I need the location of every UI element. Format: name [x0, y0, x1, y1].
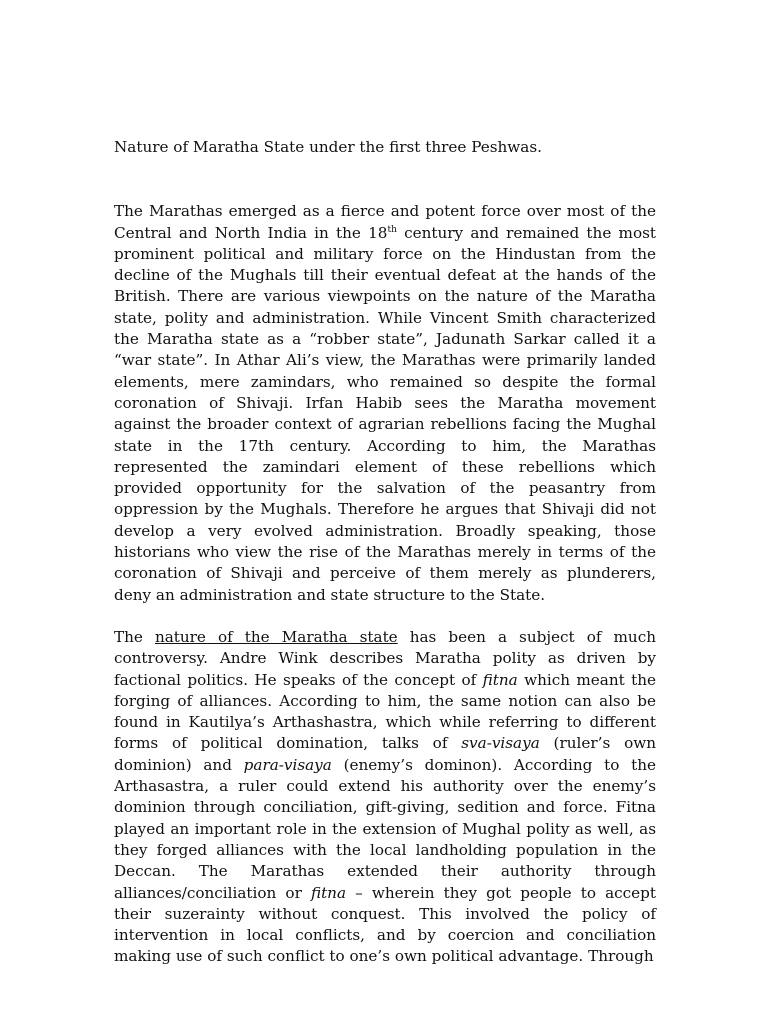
underlined-phrase: nature of the Maratha state — [154, 627, 398, 646]
ordinal-suffix: th — [387, 224, 397, 235]
paragraph-1 — [114, 201, 656, 606]
paragraph-2 — [114, 627, 656, 968]
italic-term-fitna: fitna — [482, 670, 518, 689]
paragraph-1-text-a: The Marathas emerged as a fierce and potent force over most of the Central and North India in the 18 — [114, 202, 656, 242]
paragraph-1-text-b: century and remained the most prominent political and military force on the Hindustan from the decline of the Mughals till their eventual defeat at the hands of the British. There are various viewpoints on the nature of the Maratha state, polity and administration. While Vincent Smith characterized the Maratha state as a “robber state”, Jadunath Sarkar called it a “war state”. In Athar Ali’s view, the Marathas were primarily landed elements, mere zamindars, who remained so despite the formal coronation of Shivaji. Irfan Habib sees the Maratha movement against the broader context of agrarian rebellions facing the Mughal state in the 17th century. According to him, the Marathas represented the zamindari element of these rebellions which provided opportunity for the salvation of the peasantry from oppression by the Mughals. Therefore he argues that Shivaji did not develop a very evolved administration. Broadly speaking, those historians who view the rise of the Marathas merely in terms of the coronation of Shivaji and perceive of them merely as plunderers, deny an administration and state structure to the State. — [114, 223, 656, 604]
italic-term-fitna-2: fitna — [310, 883, 347, 902]
italic-term-sva-visaya: sva-visaya — [461, 734, 540, 753]
document-title: Nature of Maratha State under the first three Peshwas. — [114, 138, 542, 156]
paragraph-2-text-6: – wherein they got people to accept their suzerainty without conquest. This involved the policy of intervention in local conflicts, and by coercion and conciliation making use of such conflict to one’s own political advantage. Through — [114, 883, 656, 966]
paragraph-2-text-3: which meant the forging of alliances. According to him, the same notion can also be found in Kautilya’s Arthashastra, which while referring to different forms of political domination, talks of — [114, 670, 656, 753]
paragraph-2-text-4: (ruler’s own dominion) and — [114, 734, 656, 774]
paragraph-2-text-5: (enemy’s dominon). According to the Arthasastra, a ruler could extend his authority over the enemy’s dominion through conciliation, gift-giving, sedition and force. Fitna played an important role in the extension of Mughal polity as well, as they forged alliances with the local landholding population in the Deccan. The Marathas extended their authority through alliances/conciliation or — [114, 755, 657, 902]
paragraph-2-text-2: has been a subject of much controversy. Andre Wink describes Maratha polity as driven by factional politics. He speaks of the concept of — [114, 627, 656, 689]
italic-term-para-visaya: para-visaya — [243, 755, 332, 774]
paragraph-2-text-1: The — [114, 627, 155, 646]
document-page — [114, 137, 656, 989]
